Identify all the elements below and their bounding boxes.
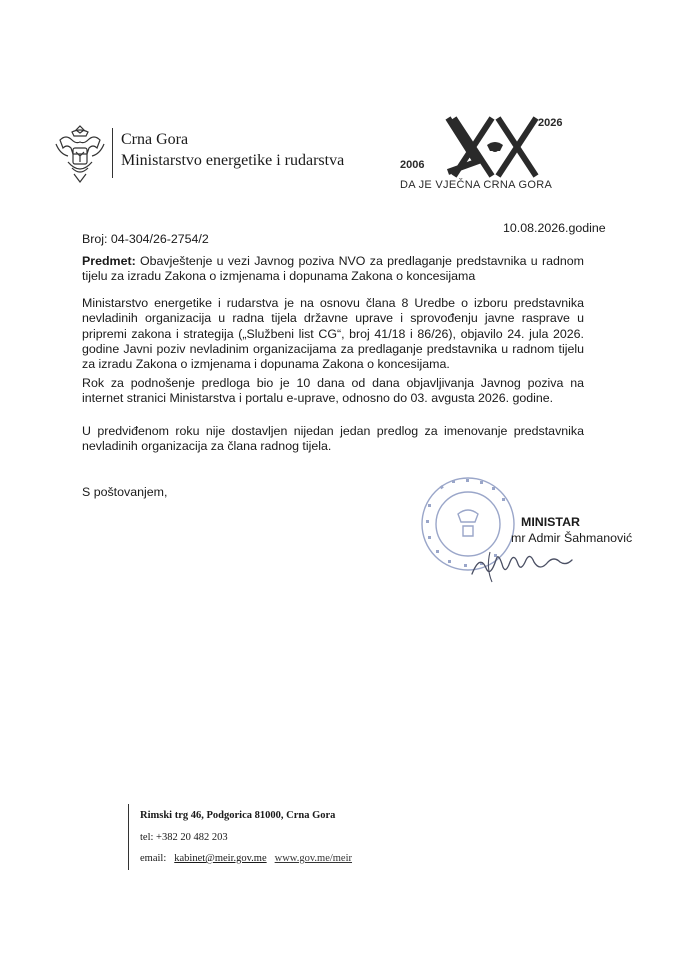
footer-divider: [128, 804, 129, 870]
document-number: Broj: 04-304/26-2754/2: [82, 232, 209, 246]
body-paragraph: U predviđenom roku nije dostavljen nijedan jedan predlog za imenovanje predstavnika nevladinih organizacija za člana radnog tijela.: [82, 424, 584, 454]
anniversary-logo: [398, 112, 576, 196]
header-divider: [112, 128, 113, 178]
handwritten-signature: [468, 546, 578, 586]
logo-year-end: 2026: [538, 117, 563, 129]
signatory-title: MINISTAR: [521, 515, 580, 529]
footer-email-link[interactable]: kabinet@meir.gov.me: [174, 853, 267, 864]
logo-slogan: DA JE VJEČNA CRNA GORA: [400, 179, 553, 191]
eagle-icon: [487, 142, 503, 152]
document-date: 10.08.2026.godine: [503, 221, 606, 235]
footer-email-label: email:: [140, 853, 167, 864]
footer-website-link[interactable]: www.gov.me/meir: [274, 853, 353, 864]
coat-of-arms-icon: [52, 122, 108, 186]
footer-phone: tel: +382 20 482 203: [140, 832, 228, 843]
body-paragraph: Rok za podnošenje predloga bio je 10 dana od dana objavljivanja Javnog poziva na internet stranici Ministarstva i portalu e-uprave, odnosno do 03. avgusta 2026. godine.: [82, 376, 584, 406]
logo-year-start: 2006: [400, 159, 425, 171]
subject-label: Predmet:: [82, 254, 136, 268]
ministry-name: Ministarstvo energetike i rudarstva: [121, 152, 345, 169]
country-name: Crna Gora: [121, 131, 189, 148]
footer-address: Rimski trg 46, Podgorica 81000, Crna Gora: [140, 810, 336, 821]
closing-salutation: S poštovanjem,: [82, 485, 168, 499]
body-paragraph: Ministarstvo energetike i rudarstva je na osnovu člana 8 Uredbe o izboru predstavnika nevladinih organizacija u radna tijela državne uprave i sprovođenju javne rasprave u pripremi zakona i strategija („Službeni list CG“, broj 41/18 i 86/26), objavilo 24. jula 2026. godine Javni poziv nevladinim organizacijama za predlaganje predstavnika u radnom tijelu za izradu Zakona o izmjenama i dopunama Zakona o koncesijama.: [82, 296, 584, 372]
signatory-name: mr Admir Šahmanović: [511, 531, 633, 545]
footer-contact-row: [140, 853, 360, 864]
subject-line: [82, 254, 584, 285]
subject-text: Obavještenje u vezi Javnog poziva NVO za predlaganje predstavnika u radnom tijelu za izradu Zakona o izmjenama i dopunama Zakona o koncesijama: [82, 254, 584, 284]
